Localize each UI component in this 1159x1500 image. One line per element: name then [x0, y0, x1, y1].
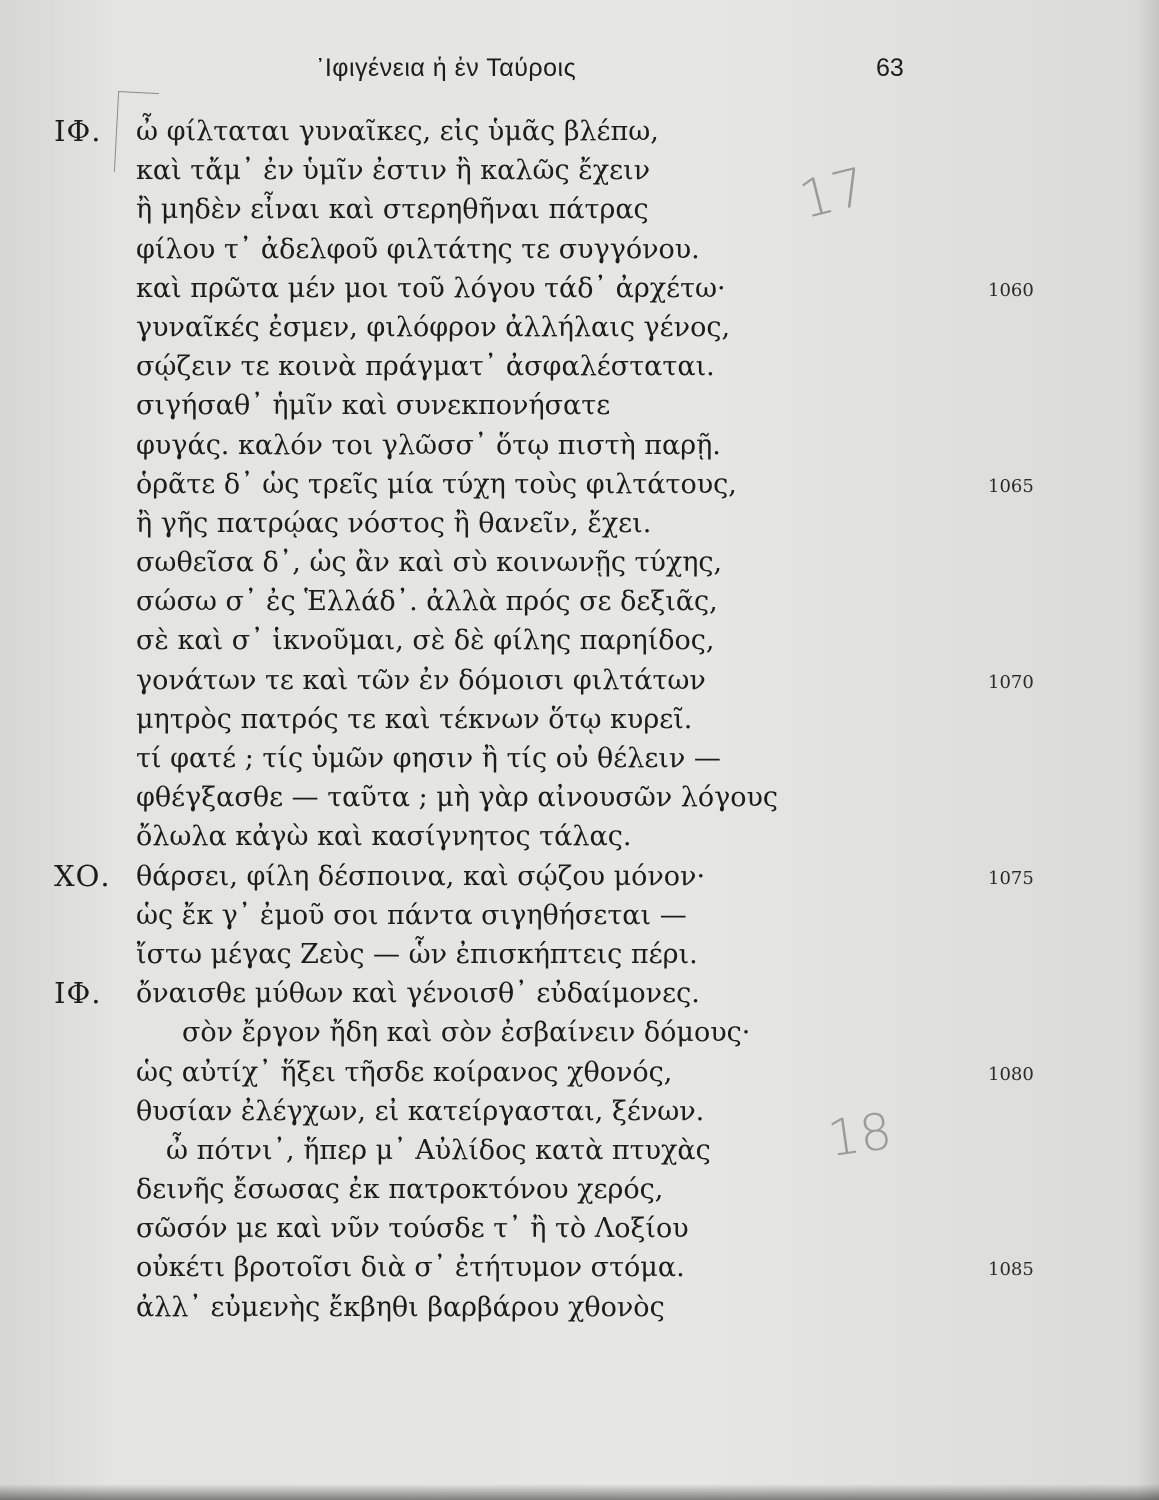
line-number: 1085: [988, 1259, 1034, 1281]
verse-line: [0, 543, 1159, 582]
verse-text: φίλου τ᾿ ἀδελφοῦ φιλτάτης τε συγγόνου.: [136, 233, 700, 265]
speaker-label: ΙΦ.: [54, 976, 102, 1011]
verse-text: ἢ γῆς πατρῴας νόστος ἢ θανεῖν, ἔχει.: [136, 507, 652, 539]
verse-block: [0, 112, 1159, 1327]
verse-line: [0, 347, 1159, 386]
verse-text: καὶ τἄμ᾿ ἐν ὑμῖν ἐστιν ἢ καλῶς ἔχειν: [136, 155, 651, 187]
verse-line: [0, 1092, 1159, 1131]
line-number: 1065: [988, 475, 1034, 497]
verse-line: [0, 504, 1159, 543]
verse-text: σὲ καὶ σ᾿ ἱκνοῦμαι, σὲ δὲ φίλης παρηίδος,: [136, 625, 715, 657]
verse-line: [0, 1131, 1159, 1170]
pencil-annotation-top: 17: [793, 156, 873, 232]
verse-text: ὡς ἔκ γ᾿ ἐμοῦ σοι πάντα σιγηθήσεται —: [136, 899, 687, 931]
verse-line: [0, 739, 1159, 778]
page-number: 63: [876, 54, 904, 82]
running-title: ᾿Ιφιγένεια ἡ ἐν Ταύροις: [316, 54, 577, 82]
verse-text: δεινῆς ἔσωσας ἐκ πατροκτόνου χερός,: [136, 1174, 664, 1206]
verse-text: γονάτων τε καὶ τῶν ἐν δόμοισι φιλτάτων: [136, 664, 706, 696]
line-number: 1070: [988, 671, 1034, 693]
verse-line: [0, 896, 1159, 935]
verse-line: [0, 465, 1159, 504]
verse-line: [0, 112, 1159, 151]
verse-text: ὄλωλα κἀγὼ καὶ κασίγνητος τάλας.: [136, 821, 632, 853]
verse-text: ὄναισθε μύθων καὶ γένοισθ᾿ εὐδαίμονες.: [136, 978, 700, 1010]
verse-text: φθέγξασθε — ταῦτα ; μὴ γὰρ αἰνουσῶν λόγους: [136, 782, 779, 814]
verse-line: [0, 151, 1159, 190]
verse-line: [0, 1288, 1159, 1327]
speaker-label: ΧΟ.: [54, 858, 111, 893]
page-bottom-shadow: [0, 1484, 1159, 1500]
verse-line: [0, 1013, 1159, 1052]
verse-text: καὶ πρῶτα μέν μοι τοῦ λόγου τάδ᾿ ἀρχέτω·: [136, 272, 726, 304]
verse-text: ἢ μηδὲν εἶναι καὶ στερηθῆναι πάτρας: [136, 194, 649, 226]
verse-text: σῴζειν τε κοινὰ πράγματ᾿ ἀσφαλέσταται.: [136, 351, 715, 383]
verse-text: σιγήσαθ᾿ ἡμῖν καὶ συνεκπονήσατε: [136, 390, 611, 422]
pencil-annotation-bottom: 18: [824, 1101, 896, 1169]
verse-text: φυγάς. καλόν τοι γλῶσσ᾿ ὅτῳ πιστὴ παρῇ.: [136, 429, 721, 461]
verse-line: [0, 230, 1159, 269]
verse-line: [0, 386, 1159, 425]
verse-text: σωθεῖσα δ᾿, ὡς ἂν καὶ σὺ κοινωνῇς τύχης,: [136, 547, 723, 579]
verse-text: ἀλλ᾿ εὐμενὴς ἔκβηθι βαρβάρου χθονὸς: [136, 1291, 665, 1323]
verse-line: [0, 817, 1159, 856]
running-head: [0, 54, 1159, 90]
verse-line: [0, 700, 1159, 739]
verse-line: [0, 935, 1159, 974]
verse-line: [0, 661, 1159, 700]
verse-line: [0, 426, 1159, 465]
verse-text: σὸν ἔργον ἤδη καὶ σὸν ἐσβαίνειν δόμους·: [182, 1017, 751, 1049]
verse-text: γυναῖκές ἐσμεν, φιλόφρον ἀλλήλαις γένος,: [136, 311, 731, 343]
verse-text: σῶσόν με καὶ νῦν τούσδε τ᾿ ἢ τὸ Λοξίου: [136, 1213, 689, 1245]
verse-line: [0, 1053, 1159, 1092]
verse-text: σώσω σ᾿ ἐς Ἑλλάδ᾿. ἀλλὰ πρός σε δεξιᾶς,: [136, 586, 718, 618]
verse-line: [0, 778, 1159, 817]
verse-line: [0, 857, 1159, 896]
verse-text: μητρὸς πατρός τε καὶ τέκνων ὅτῳ κυρεῖ.: [136, 703, 693, 735]
verse-text: ἴστω μέγας Ζεὺς — ὧν ἐπισκήπτεις πέρι.: [136, 938, 698, 970]
verse-line: [0, 190, 1159, 229]
verse-text: θυσίαν ἐλέγχων, εἰ κατείργασται, ξένων.: [136, 1095, 705, 1127]
line-number: 1080: [988, 1063, 1034, 1085]
verse-line: [0, 269, 1159, 308]
verse-line: [0, 1209, 1159, 1248]
verse-line: [0, 1248, 1159, 1287]
verse-text: ὡς αὐτίχ᾿ ἥξει τῆσδε κοίρανος χθονός,: [136, 1056, 673, 1088]
verse-text: θάρσει, φίλη δέσποινα, καὶ σῴζου μόνον·: [136, 860, 706, 892]
verse-text: ὁρᾶτε δ᾿ ὡς τρεῖς μία τύχη τοὺς φιλτάτους,: [136, 468, 737, 500]
verse-line: [0, 1170, 1159, 1209]
line-number: 1075: [988, 867, 1034, 889]
verse-text: οὐκέτι βροτοῖσι διὰ σ᾿ ἐτήτυμον στόμα.: [136, 1252, 685, 1284]
verse-text: τί φατέ ; τίς ὑμῶν φησιν ἢ τίς οὐ θέλειν —: [136, 743, 721, 774]
verse-line: [0, 308, 1159, 347]
line-number: 1060: [988, 279, 1034, 301]
verse-text: ὦ φίλταται γυναῖκες, εἰς ὑμᾶς βλέπω,: [136, 116, 659, 147]
verse-text: ὦ πότνι᾿, ἥπερ μ᾿ Αὐλίδος κατὰ πτυχὰς: [166, 1134, 711, 1166]
speaker-label: ΙΦ.: [54, 114, 102, 148]
verse-line: [0, 582, 1159, 621]
verse-line: [0, 621, 1159, 660]
verse-line: [0, 974, 1159, 1013]
